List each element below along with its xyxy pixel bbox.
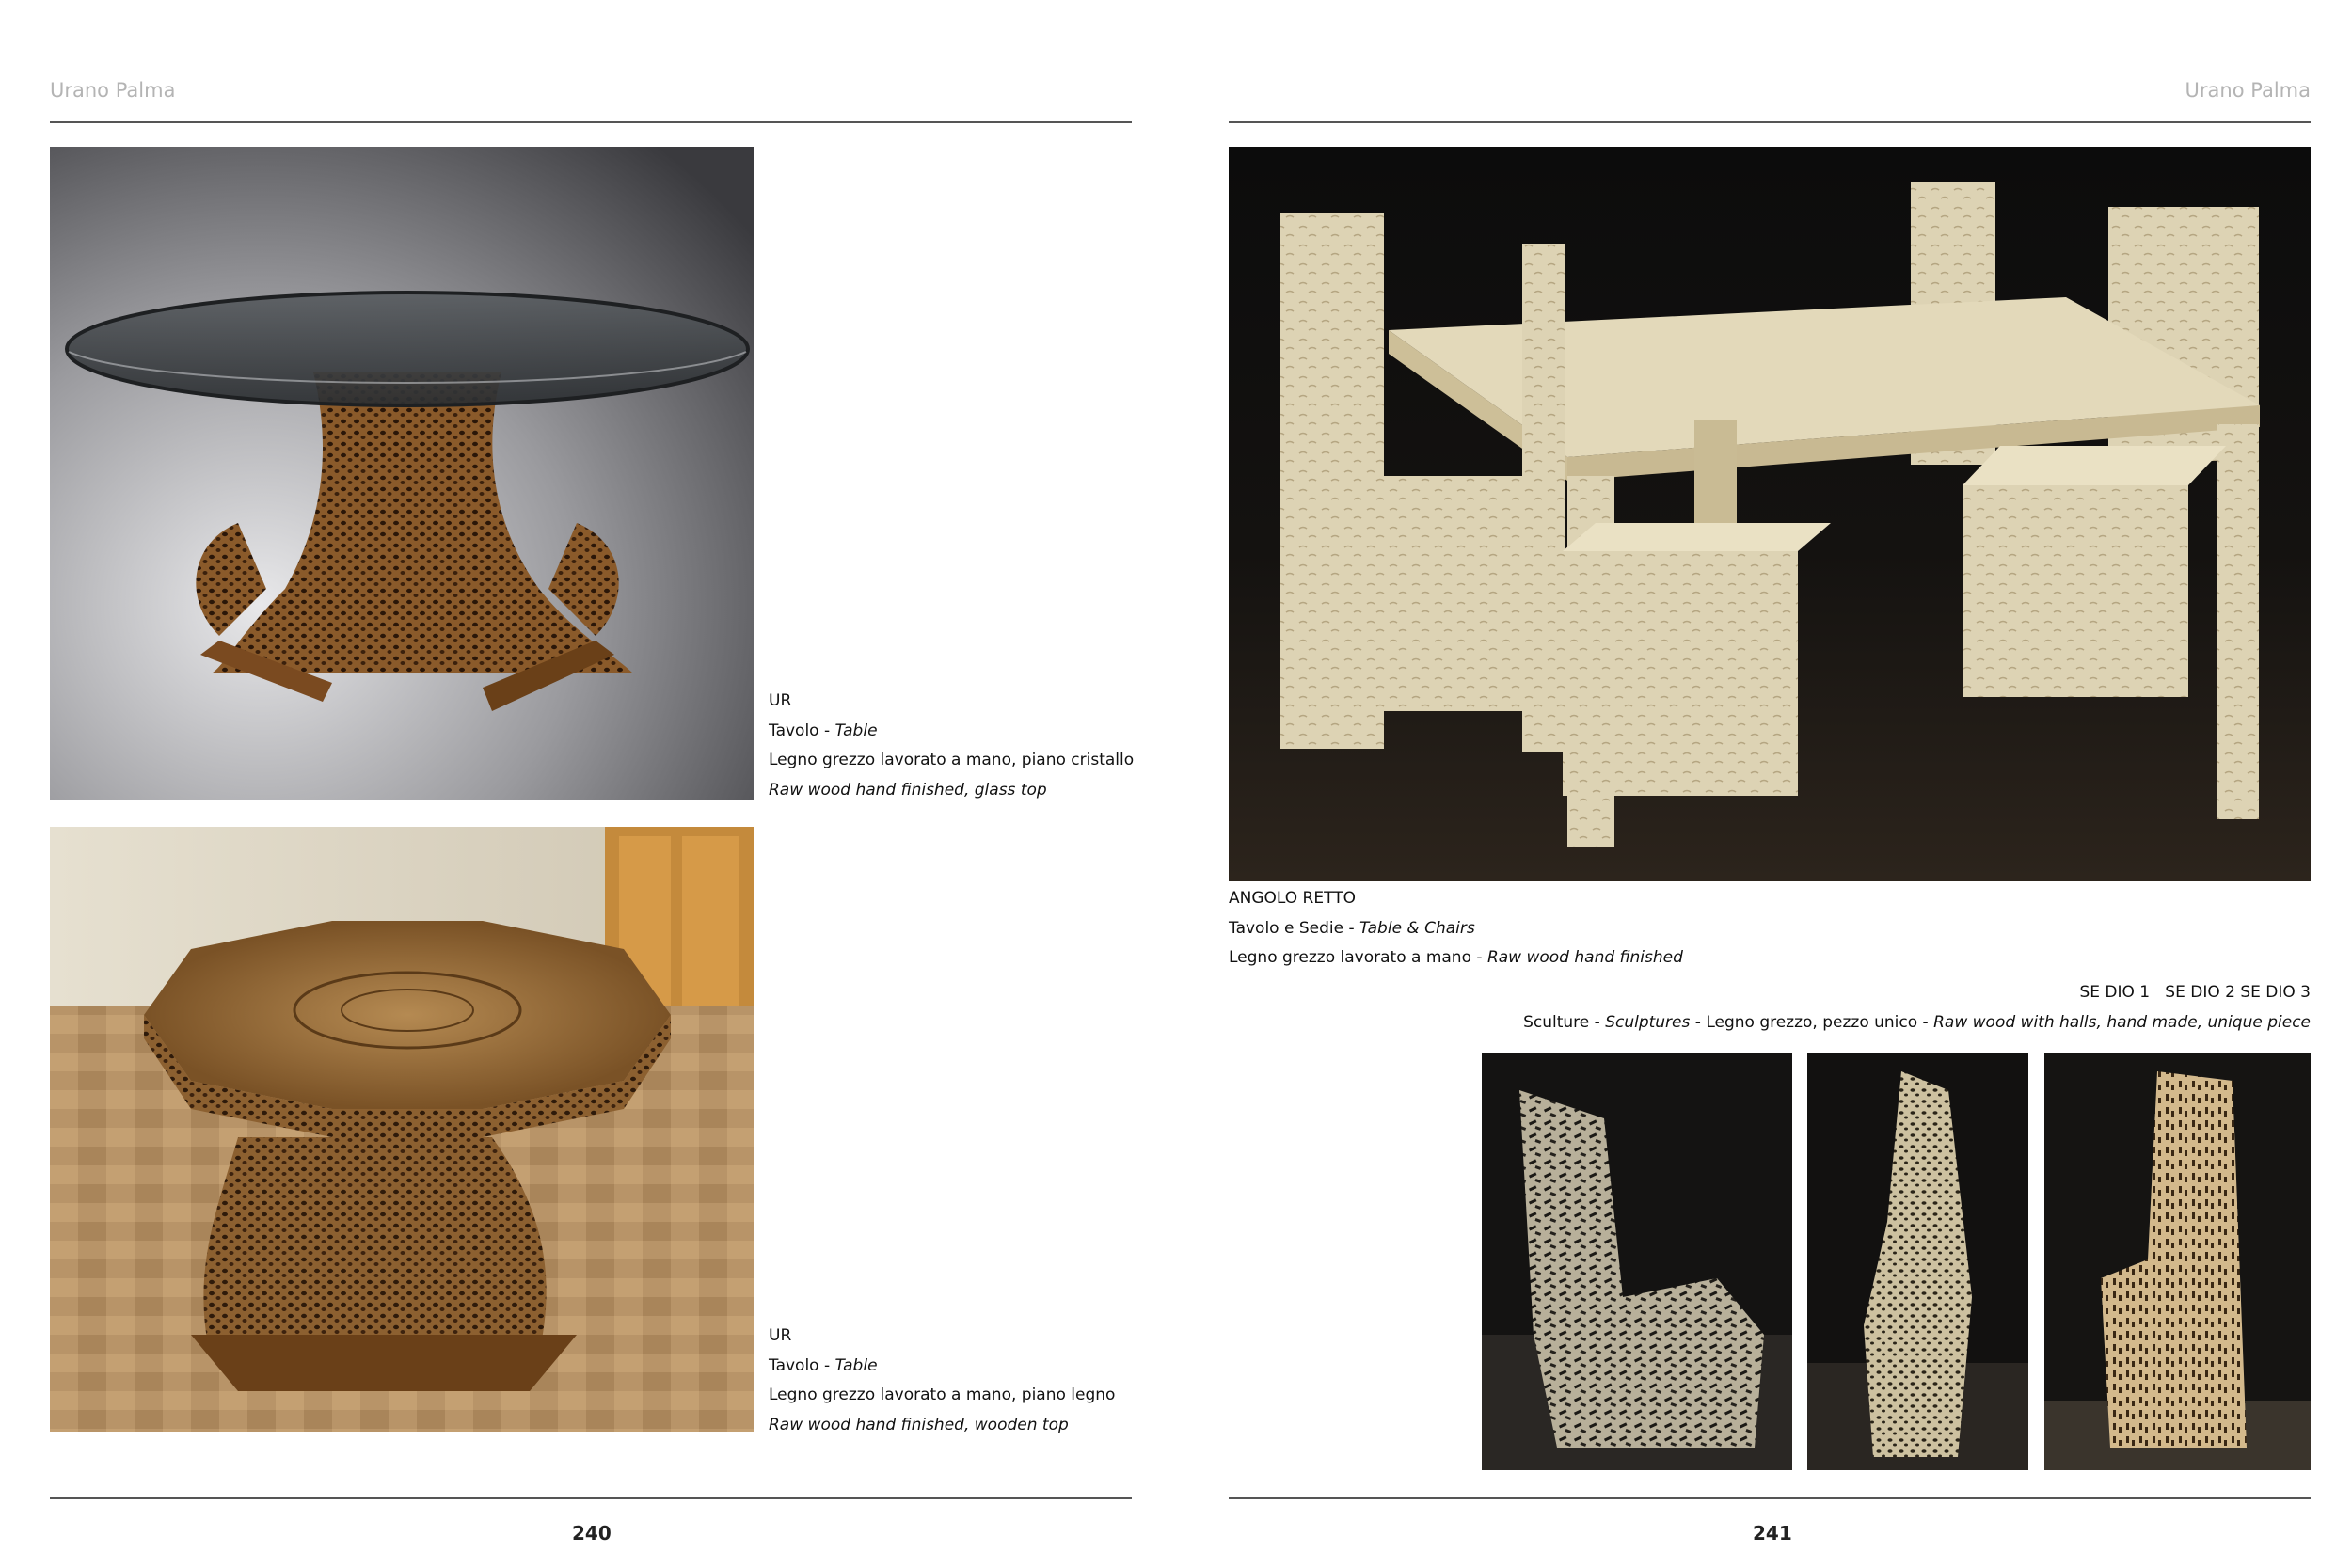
caption-ur-wooden [769, 1322, 1115, 1440]
caption-angolo-retto [1229, 884, 1683, 974]
item-name: ANGOLO RETTO [1229, 889, 1356, 908]
item-type-material: Sculture - Sculptures - Legno grezzo, pezzo unico - Raw wood with halls, hand made, unique piece [1523, 1012, 2311, 1032]
photo-se-dio-1 [1482, 1053, 1792, 1470]
header-rule-right [1229, 121, 2311, 123]
running-head-right: Urano Palma [2185, 79, 2311, 102]
item-material: Legno grezzo lavorato a mano - Raw wood hand finished [1229, 948, 1683, 967]
item-name: UR [769, 691, 792, 710]
photo-ur-glass-table [50, 147, 754, 800]
caption-ur-glass [769, 687, 1134, 805]
item-material-it: Legno grezzo lavorato a mano, piano legno [769, 1386, 1116, 1404]
item-name: UR [769, 1326, 792, 1345]
item-material-en: Raw wood hand finished, wooden top [769, 1415, 1069, 1434]
item-material-en: Raw wood hand finished, glass top [769, 780, 1047, 800]
caption-se-dio [1229, 978, 2311, 1037]
page-number-left: 240 [572, 1522, 612, 1544]
photo-se-dio-3 [2044, 1053, 2311, 1470]
item-type: Tavolo - Table [769, 721, 878, 740]
header-rule-left [50, 121, 1132, 123]
photo-se-dio-2 [1807, 1053, 2028, 1470]
footer-rule-right [1229, 1497, 2311, 1499]
item-material-it: Legno grezzo lavorato a mano, piano cristallo [769, 751, 1135, 769]
running-head-left: Urano Palma [50, 79, 176, 102]
item-type: Tavolo e Sedie - Table & Chairs [1229, 918, 1475, 938]
footer-rule-left [50, 1497, 1132, 1499]
item-type: Tavolo - Table [769, 1355, 878, 1375]
photo-ur-wooden-table [50, 827, 754, 1432]
item-names: SE DIO 1 SE DIO 2 SE DIO 3 [2079, 983, 2311, 1002]
page-number-right: 241 [1753, 1522, 1792, 1544]
photo-angolo-retto [1229, 147, 2311, 881]
